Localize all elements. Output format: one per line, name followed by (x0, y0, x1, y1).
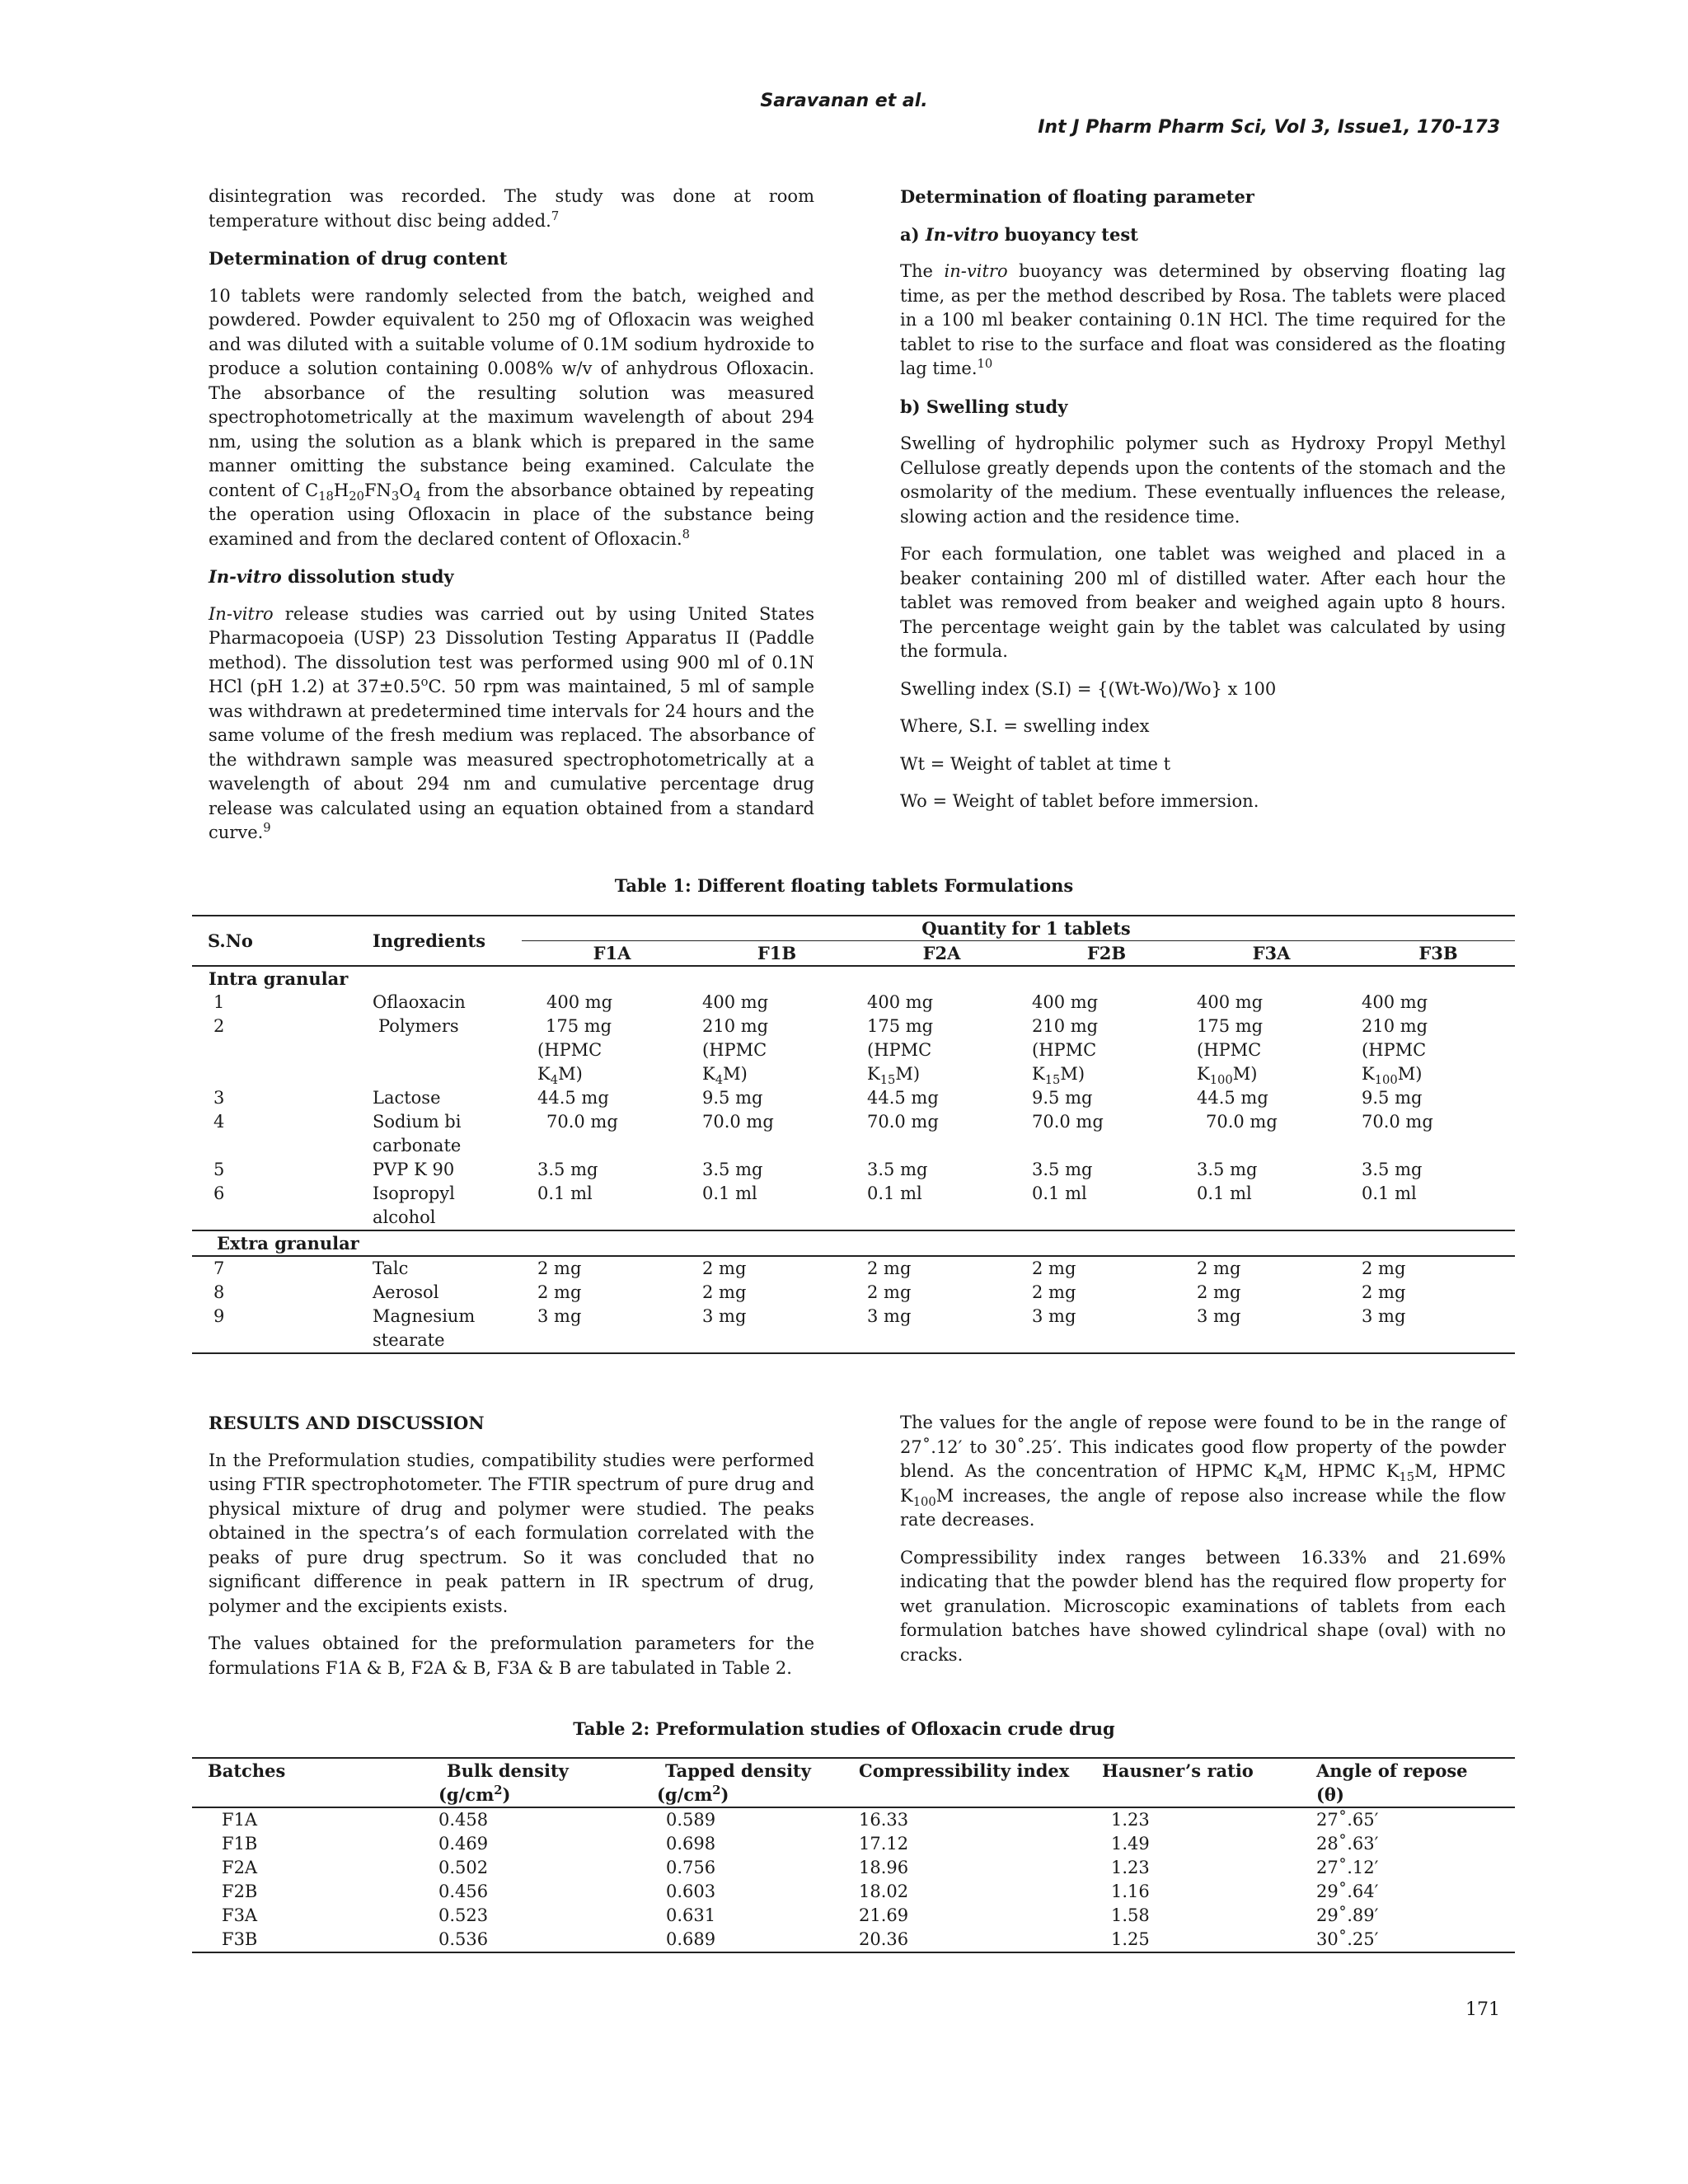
cell-value: 16.33 (859, 1810, 909, 1830)
table2-header-angle: Angle of repose (θ) (1301, 1758, 1515, 1807)
cell-value: 0.502 (438, 1858, 489, 1877)
table-row (192, 991, 1515, 1015)
cell-sno: 4 (213, 1112, 225, 1132)
cell-value: 44.5 mg (1197, 1088, 1268, 1108)
paragraph-disintegration: disintegration was recorded. The study was done at room temperature without disc being added.$^7$ (209, 186, 814, 231)
cell-value: 29˚.64′ (1316, 1882, 1379, 1901)
cell-batch: F2B (222, 1882, 258, 1901)
cell-value: 210 mg (HPMC $K_{15}M$) (1032, 1016, 1099, 1088)
table2-header-row (192, 1758, 1515, 1807)
table1-header-sno: S.No (192, 916, 357, 966)
cell-value: 0.1 ml (522, 1182, 687, 1230)
cell-sno: 5 (213, 1160, 225, 1179)
cell-value: 400 mg (1032, 992, 1099, 1012)
paragraph-buoyancy: The in-vitro buoyancy was determined by observing floating lag time, as per the method described by Rosa. The tablets were placed in a 100 ml beaker containing 0.1N HCl. The time required for the tablet to rise to the surface and float was considered as the floating lag time.$^{10}$ (900, 261, 1506, 378)
cell-value: 2 mg (1197, 1282, 1241, 1302)
heading-dissolution: In-vitro dissolution study (209, 566, 454, 587)
cell-value: 44.5 mg (867, 1088, 939, 1108)
table-row (192, 1305, 1515, 1353)
cell-value: 210 mg (HPMC $K_{100}M$) (1362, 1016, 1428, 1088)
paragraph-swelling-2: For each formulation, one tablet was weighed and placed in a beaker containing 200 ml of distilled water. After each hour the tablet was removed from beaker and weighed again upto 8 hours. The percentage weight gain by the tablet was calculated by using the formula. (900, 544, 1506, 661)
table-row (192, 1015, 1515, 1086)
page-number: 171 (1465, 1999, 1500, 2020)
heading-floating-parameter: Determination of floating parameter (900, 186, 1254, 207)
cell-value: 2 mg (537, 1258, 582, 1278)
running-header-author: Saravanan et al. (760, 91, 928, 111)
cell-value: 3.5 mg (537, 1160, 598, 1179)
cell-value: 18.96 (859, 1858, 909, 1877)
cell-value: 3.5 mg (1197, 1160, 1258, 1179)
paragraph-dissolution: In-vitro release studies was carried out by using United States Pharmacopoeia (USP) 23 Dissolution Testing Apparatus II (Paddle method). The dissolution test was performed using 900 ml of 0.1N HCl (pH 1.2) at $37\pm 0.5^oC$. 50 rpm was maintained, 5 ml of sample was withdrawn at predetermined time intervals for 24 hours and the same volume of the fresh medium was replaced. The absorbance of the withdrawn sample was measured spectrophotometrically at a wavelength of about 294 nm and cumulative percentage drug release was calculated using an equation obtained from a standard curve.$^9$ (209, 603, 814, 842)
table-row (192, 1904, 1515, 1928)
cell-value: 1.58 (1111, 1905, 1150, 1925)
table-formulations (192, 915, 1515, 1354)
heading-results: RESULTS AND DISCUSSION (209, 1413, 485, 1433)
cell-value: 1.23 (1111, 1810, 1150, 1830)
cell-value: 70.0 mg (867, 1112, 939, 1132)
cell-value: 0.689 (641, 1928, 843, 1952)
cell-ingredient: Sodium bi carbonate (373, 1112, 462, 1155)
cell-batch: F2A (222, 1858, 258, 1877)
table1-header-col: F1A (522, 941, 687, 967)
cell-batch: F1B (222, 1834, 258, 1854)
cell-value: 29˚.89′ (1316, 1905, 1379, 1925)
cell-value: 3.5 mg (702, 1160, 763, 1179)
heading-drug-content: Determination of drug content (209, 248, 508, 269)
formula-wo: Wo = Weight of tablet before immersion. (900, 791, 1259, 811)
cell-value: 2 mg (1197, 1258, 1241, 1278)
cell-value: 3 mg (851, 1305, 1016, 1353)
cell-value: 3 mg (1181, 1305, 1346, 1353)
cell-value: 210 mg (HPMC $K_4M$) (702, 1016, 769, 1088)
cell-ingredient: Magnesium stearate (357, 1305, 522, 1353)
formula-wt: Wt = Weight of tablet at time t (900, 753, 1171, 774)
table2-header-tapped-density: Tapped density $(g/cm^2)$ (641, 1758, 843, 1807)
cell-value: 2 mg (867, 1282, 912, 1302)
cell-value: 0.698 (666, 1834, 716, 1854)
paragraph-swelling-1: Swelling of hydrophilic polymer such as Hydroxy Propyl Methyl Cellulose greatly depends upon the contents of the stomach and the osmolarity of the medium. These eventually influences the release, slowing action and the residence time. (900, 434, 1506, 527)
paragraph-drug-content: 10 tablets were randomly selected from the batch, weighed and powdered. Powder equivalent to 250 mg of Ofloxacin was weighed and was diluted with a suitable volume of 0.1M sodium hydroxide to produce a solution containing 0.008% w/v of anhydrous Ofloxacin. The absorbance of the resulting solution was measured spectrophotometrically at the maximum wavelength of about 294 nm, using the solution as a blank which is prepared in the same manner omitting the substance being examined. Calculate the content of $C_{18}H_{20}FN_3O_4$ from the absorbance obtained by repeating the operation using Ofloxacin in place of the substance being examined and from the declared content of Ofloxacin.$^8$ (209, 285, 814, 549)
cell-batch: F1A (222, 1810, 258, 1830)
cell-value: 0.1 ml (1346, 1182, 1515, 1230)
running-header-journal: Int J Pharm Pharm Sci, Vol 3, Issue1, 170-173 (1038, 117, 1500, 138)
cell-ingredient: PVP K 90 (373, 1160, 455, 1179)
cell-value: 175 mg (HPMC $K_{15}M$) (867, 1016, 934, 1088)
cell-value: 1.16 (1111, 1882, 1150, 1901)
cell-batch: F3B (192, 1928, 423, 1952)
table-row (192, 1281, 1515, 1305)
cell-value: 0.589 (666, 1810, 716, 1830)
left-column-bottom (209, 1411, 814, 1694)
cell-value: 400 mg (1197, 992, 1264, 1012)
cell-value: 0.536 (423, 1928, 641, 1952)
table1-section-extra (192, 1230, 1515, 1256)
table1-caption: Table 1: Different floating tablets Formulations (614, 875, 1074, 896)
cell-value: 0.469 (438, 1834, 489, 1854)
table1-header-quantity: Quantity for 1 tablets (522, 916, 1515, 941)
heading-swelling: b) Swelling study (900, 396, 1068, 417)
cell-value: 175 mg (HPMC $K_{100}M$) (1197, 1016, 1264, 1088)
cell-value: 0.1 ml (851, 1182, 1016, 1230)
cell-value: 0.631 (666, 1905, 716, 1925)
cell-value: 1.49 (1111, 1834, 1150, 1854)
table1-header-col: F1B (687, 941, 851, 967)
cell-ingredient: Talc (373, 1258, 409, 1278)
cell-value: 175 mg (HPMC $K_4M$) (537, 1016, 612, 1088)
paragraph-results-1: In the Preformulation studies, compatibility studies were performed using FTIR spectrophotometer. The FTIR spectrum of pure drug and physical mixture of drug and polymer were studied. The peaks obtained in the spectra’s of each formulation correlated with the peaks of pure drug spectrum. So it was concluded that no significant difference in peak pattern in IR spectrum of drug, polymer and the excipients exists. (209, 1450, 814, 1616)
cell-sno: 2 (213, 1016, 225, 1036)
table1-header-col: F3B (1346, 941, 1515, 967)
formula-where: Where, S.I. = swelling index (900, 716, 1150, 736)
right-column-top (900, 185, 1506, 827)
cell-ingredient: Oflaoxacin (373, 992, 466, 1012)
left-column-top (209, 185, 814, 859)
table1-header-col: F2B (1016, 941, 1181, 967)
cell-value: 17.12 (859, 1834, 909, 1854)
cell-ingredient: Polymers (378, 1016, 459, 1036)
cell-sno: 1 (213, 992, 225, 1012)
cell-value: 70.0 mg (702, 1112, 774, 1132)
table-row (192, 1856, 1515, 1880)
cell-value: 1.23 (1111, 1858, 1150, 1877)
table-preformulation (192, 1757, 1515, 1953)
cell-value: 3 mg (1016, 1305, 1181, 1353)
cell-value: 9.5 mg (702, 1088, 763, 1108)
cell-value: 0.523 (438, 1905, 489, 1925)
cell-value: 0.1 ml (1016, 1182, 1181, 1230)
cell-value: 27˚.65′ (1316, 1810, 1379, 1830)
table-row (192, 1158, 1515, 1182)
cell-value: 21.69 (859, 1905, 909, 1925)
cell-sno: 8 (213, 1282, 225, 1302)
table-row (192, 1928, 1515, 1952)
section-label-extra: Extra granular (192, 1230, 1515, 1256)
paragraph-compressibility: Compressibility index ranges between 16.33% and 21.69% indicating that the powder blend has the required flow property for wet granulation. Microscopic examinations of tablets from each formulation batches have showed cylindrical shape (oval) with no cracks. (900, 1547, 1506, 1665)
cell-value: 3.5 mg (867, 1160, 928, 1179)
cell-value: 18.02 (859, 1882, 909, 1901)
formula-swelling-index: Swelling index (S.I) = {(Wt-Wo)/Wo} x 100 (900, 678, 1277, 699)
cell-value: 400 mg (867, 992, 934, 1012)
cell-value: 2 mg (537, 1282, 582, 1302)
table1-header-ingredients: Ingredients (357, 916, 522, 966)
table2-caption: Table 2: Preformulation studies of Ofloxacin crude drug (573, 1718, 1115, 1739)
table2-header-batches: Batches (192, 1758, 423, 1807)
cell-value: 0.458 (438, 1810, 489, 1830)
table-row (192, 1086, 1515, 1110)
table1-header-col: F2A (851, 941, 1016, 967)
cell-sno: 3 (213, 1088, 225, 1108)
cell-value: 2 mg (1032, 1282, 1076, 1302)
table-row (192, 1110, 1515, 1158)
cell-value: 2 mg (702, 1258, 747, 1278)
cell-batch: F3A (222, 1905, 258, 1925)
paragraph-results-2: The values obtained for the preformulation parameters for the formulations F1A & B, F2A & B, F3A & B are tabulated in Table 2. (209, 1633, 814, 1678)
cell-value: 2 mg (1362, 1258, 1406, 1278)
cell-ingredient: Isopropyl alcohol (357, 1182, 522, 1230)
paragraph-angle-of-repose: The values for the angle of repose were found to be in the range of 27˚.12′ to 30˚.25′. This indicates good flow property of the powder blend. As the concentration of HPMC $K_4M$, HPMC $K_{15}M$, HPMC $K_{100}M$ increases, the angle of repose also increase while the flow rate decreases. (900, 1413, 1506, 1530)
cell-value: 44.5 mg (537, 1088, 609, 1108)
right-column-bottom (900, 1411, 1506, 1680)
cell-value: 30˚.25′ (1301, 1928, 1515, 1952)
cell-value: 0.1 ml (687, 1182, 851, 1230)
cell-value: 3 mg (687, 1305, 851, 1353)
table-row (192, 1880, 1515, 1904)
table2-header-bulk-density: Bulk density $(g/cm^2)$ (423, 1758, 641, 1807)
cell-value: 3 mg (522, 1305, 687, 1353)
cell-value: 70.0 mg (1032, 1112, 1104, 1132)
cell-value: 3 mg (1346, 1305, 1515, 1353)
heading-buoyancy: a) In-vitro buoyancy test (900, 223, 1138, 245)
cell-value: 28˚.63′ (1316, 1834, 1379, 1854)
table1-header-col: F3A (1181, 941, 1346, 967)
cell-value: 9.5 mg (1032, 1088, 1093, 1108)
cell-value: 2 mg (867, 1258, 912, 1278)
cell-value: 70.0 mg (546, 1112, 618, 1132)
cell-value: 70.0 mg (1206, 1112, 1278, 1132)
cell-sno: 7 (213, 1258, 225, 1278)
cell-sno: 9 (192, 1305, 357, 1353)
section-label-intra: Intra granular (209, 968, 349, 989)
cell-value: 400 mg (546, 992, 613, 1012)
cell-value: 400 mg (702, 992, 769, 1012)
table2-header-hausner: Hausner’s ratio (1086, 1758, 1301, 1807)
cell-value: 0.456 (438, 1882, 489, 1901)
cell-value: 2 mg (702, 1282, 747, 1302)
cell-sno: 6 (192, 1182, 357, 1230)
cell-value: 0.603 (666, 1882, 716, 1901)
table-row (192, 1832, 1515, 1856)
table-row (192, 1807, 1515, 1832)
cell-value: 0.1 ml (1181, 1182, 1346, 1230)
cell-value: 3.5 mg (1362, 1160, 1423, 1179)
cell-value: 400 mg (1362, 992, 1428, 1012)
cell-value: 2 mg (1032, 1258, 1076, 1278)
table1-section-intra (192, 966, 1515, 991)
table-row (192, 1256, 1515, 1281)
cell-value: 70.0 mg (1362, 1112, 1433, 1132)
cell-ingredient: Aerosol (373, 1282, 439, 1302)
cell-value: 27˚.12′ (1316, 1858, 1379, 1877)
cell-value: 9.5 mg (1362, 1088, 1423, 1108)
cell-value: 2 mg (1362, 1282, 1406, 1302)
table2-header-compressibility: Compressibility index (843, 1758, 1086, 1807)
table1-header-row-1 (192, 916, 1515, 941)
cell-ingredient: Lactose (373, 1088, 441, 1108)
cell-value: 20.36 (843, 1928, 1086, 1952)
cell-value: 0.756 (666, 1858, 716, 1877)
cell-value: 1.25 (1086, 1928, 1301, 1952)
table-row (192, 1182, 1515, 1230)
cell-value: 3.5 mg (1032, 1160, 1093, 1179)
